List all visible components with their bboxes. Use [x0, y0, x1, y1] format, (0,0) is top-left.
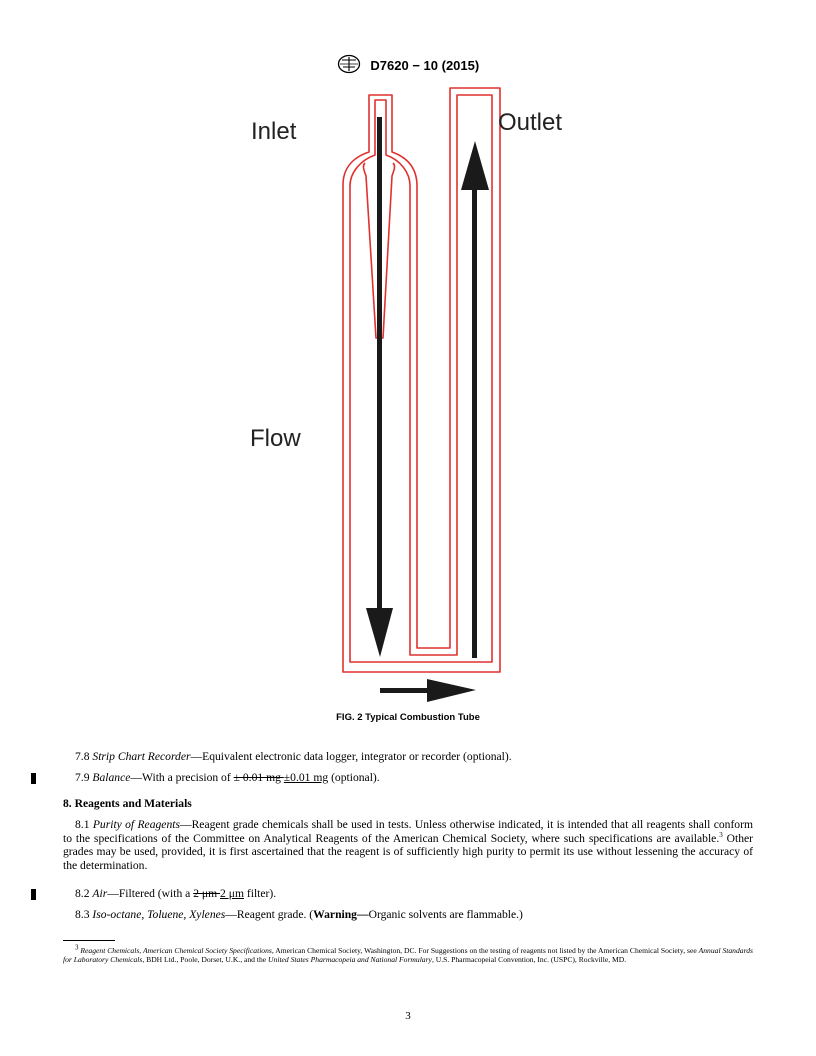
- outlet-label: Outlet: [498, 109, 563, 136]
- paragraph-text: Other grades may be used, provided, it is first ascertained that the reagent is of sufficiently high purity to permit its use without lessening the accuracy of the determination.: [63, 831, 754, 872]
- paragraph-number: 7.8: [75, 750, 90, 763]
- paragraph-number: 7.9: [75, 771, 90, 784]
- paragraph-term: Strip Chart Recorder: [92, 750, 191, 763]
- inserted-text: 2 μm: [220, 887, 244, 900]
- paragraph-term: Balance: [92, 771, 131, 784]
- deleted-text: ± 0.01 mg: [233, 771, 284, 784]
- paragraph-text: —Reagent grade. (: [225, 908, 314, 921]
- warning-label: Warning—: [313, 908, 369, 921]
- paragraph-text: —Reagent grade chemicals shall be used in tests. Unless otherwise indicated, it is intended that all reagents shall conform to the specifications of the Committee on Analytical Reagents of the American Chemical Society, where such specifications are available.: [63, 818, 753, 845]
- flow-arrows: [366, 117, 489, 702]
- change-bar: [31, 889, 36, 900]
- footnote-divider: [63, 940, 115, 941]
- paragraph-8-2: [63, 887, 753, 901]
- footnote-mark: 3: [75, 943, 79, 952]
- footnote-reference[interactable]: 3: [719, 830, 723, 839]
- deleted-text: 2 μm: [193, 887, 221, 900]
- footnote-text: , U.S. Pharmacopeial Convention, Inc. (USPC), Rockville, MD.: [431, 955, 627, 965]
- paragraph-text: —Filtered (with a: [107, 887, 194, 900]
- change-bar: [31, 773, 36, 784]
- footnote-text: Reagent Chemicals, American Chemical Society Specifications: [80, 946, 272, 955]
- paragraph-term: Iso-octane, Toluene, Xylenes: [92, 908, 226, 921]
- flow-label: Flow: [250, 425, 301, 452]
- footnote-text: , American Chemical Society, Washington, DC. For Suggestions on the testing of reagents not listed by the American Chemical Society, see: [271, 946, 699, 955]
- paragraph-number: 8.2: [75, 887, 90, 900]
- paragraph-text: (optional).: [328, 771, 380, 784]
- footnote-text: Annual Standards for Laboratory Chemicals: [63, 946, 753, 965]
- paragraph-text: —Equivalent electronic data logger, integrator or recorder (optional).: [190, 750, 512, 763]
- paragraph-8-3: [63, 908, 753, 922]
- page-number: 3: [405, 1010, 411, 1022]
- paragraph-8-1: [63, 818, 753, 872]
- inlet-label: Inlet: [251, 118, 297, 145]
- paragraph-7-9: [63, 771, 753, 785]
- footnote-text: United States Pharmacopeia and National Formulary: [268, 955, 432, 965]
- paragraph-7-8: [63, 750, 753, 764]
- paragraph-text: Organic solvents are flammable.): [368, 908, 523, 921]
- paragraph-term: Air: [92, 887, 108, 900]
- paragraph-text: —With a precision of: [130, 771, 234, 784]
- inserted-text: ±0.01 mg: [283, 771, 329, 784]
- paragraph-term: Purity of Reagents: [92, 818, 180, 831]
- footnote: [63, 943, 753, 965]
- paragraph-number: 8.3: [75, 908, 90, 921]
- paragraph-text: filter).: [243, 887, 277, 900]
- document-designation: D7620 − 10 (2015): [370, 58, 480, 73]
- section-heading: 8. Reagents and Materials: [63, 797, 192, 810]
- footnote-text: , BDH Ltd., Poole, Dorset, U.K., and the: [142, 955, 269, 965]
- figure-caption: FIG. 2 Typical Combustion Tube: [336, 712, 480, 723]
- paragraph-number: 8.1: [75, 818, 90, 831]
